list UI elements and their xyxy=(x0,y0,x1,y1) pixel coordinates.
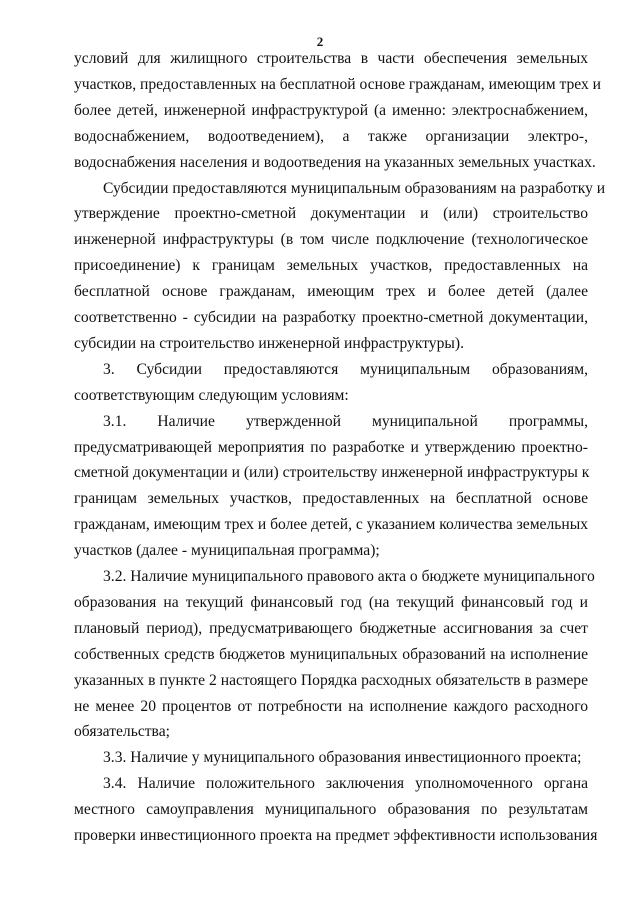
text-line: 3.2. Наличие муниципального правового акта о бюджете муниципального xyxy=(103,568,595,585)
text-line: образования на текущий финансовый год (на текущий финансовый год и xyxy=(74,593,588,611)
text-line: 3. Субсидии предоставляются муниципальным образованиям, xyxy=(103,360,588,378)
text-line: местного самоуправления муниципального образования по результатам xyxy=(74,801,588,819)
text-line: плановый период), предусматривающего бюджетные ассигнования за счет xyxy=(74,619,588,637)
text-line: участков (далее - муниципальная программа); xyxy=(74,542,380,560)
text-line: гражданам, имеющим трех и более детей, с указанием количества земельных xyxy=(74,516,588,534)
text-line: условий для жилищного строительства в части обеспечения земельных xyxy=(74,50,588,67)
text-line: участков, предоставленных на бесплатной основе гражданам, имеющим трех и xyxy=(74,75,602,93)
text-line: указанных в пункте 2 настоящего Порядка расходных обязательств в размере xyxy=(74,671,588,689)
text-line: субсидии на строительство инженерной инфраструктуры). xyxy=(74,334,464,352)
text-line: границам земельных участков, предоставленных на бесплатной основе xyxy=(74,490,588,508)
text-line: инженерной инфраструктуры (в том числе подключение (технологическое xyxy=(74,231,588,249)
text-line: соответственно - субсидии на разработку проектно-сметной документации, xyxy=(74,309,588,326)
text-line: проверки инвестиционного проекта на предмет эффективности использования xyxy=(74,827,598,844)
text-line: не менее 20 процентов от потребности на исполнение каждого расходного xyxy=(74,697,588,715)
page-number: 2 xyxy=(316,34,324,49)
text-line: 3.4. Наличие положительного заключения уполномоченного органа xyxy=(103,775,588,793)
text-line: обязательства; xyxy=(74,723,170,741)
text-line: 3.1. Наличие утвержденной муниципальной программы, xyxy=(103,412,588,430)
text-line: предусматривающей мероприятия по разработке и утверждению проектно- xyxy=(74,438,588,456)
text-line: соответствующим следующим условиям: xyxy=(74,386,349,404)
text-line: бесплатной основе гражданам, имеющим трех и более детей (далее xyxy=(74,283,588,301)
text-line: присоединение) к границам земельных участков, предоставленных на xyxy=(74,257,588,275)
text-line: собственных средств бюджетов муниципальных образований на исполнение xyxy=(74,645,588,663)
text-line: более детей, инженерной инфраструктурой (а именно: электроснабжением, xyxy=(74,101,588,119)
text-line: утверждение проектно-сметной документации и (или) строительство xyxy=(74,205,588,223)
text-line: сметной документации и (или) строительству инженерной инфраструктуры к xyxy=(74,464,590,482)
text-line: водоснабжения населения и водоотведения на указанных земельных участках. xyxy=(74,153,596,171)
text-line: 3.3. Наличие у муниципального образования инвестиционного проекта; xyxy=(103,749,582,767)
text-line: водоснабжением, водоотведением), а также организации электро-, xyxy=(74,127,588,145)
text-line: Субсидии предоставляются муниципальным образованиям на разработку и xyxy=(103,179,606,197)
